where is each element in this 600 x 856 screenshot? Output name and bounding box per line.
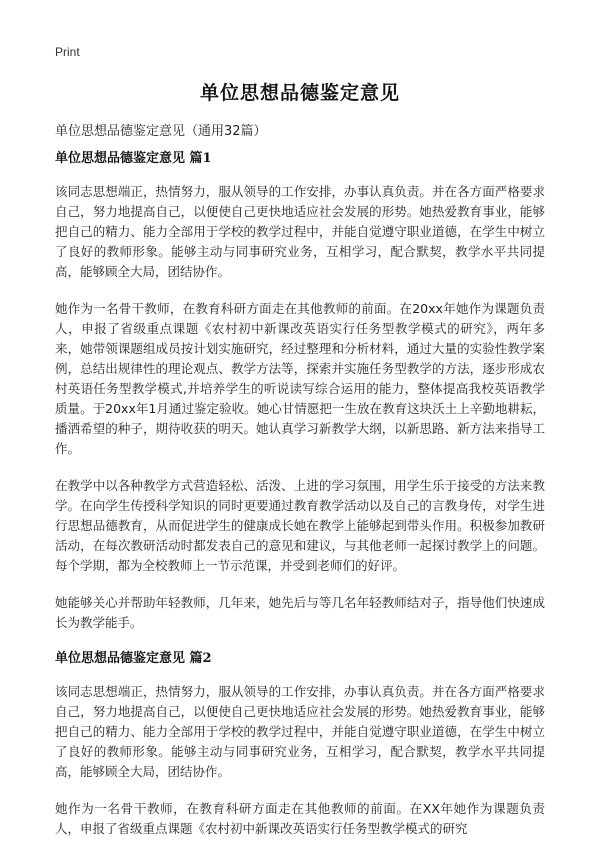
document-subtitle: 单位思想品德鉴定意见（通用32篇） xyxy=(55,124,267,139)
paragraph: 她作为一名骨干教师，在教育科研方面走在其他教师的前面。在20xx年她作为课题负责人，申报了省级重点课题《农村初中新课改英语实行任务型教学模式的研究》，两年多来，她带领课题组成员按计划实施研究，经过整理和分析材料，通过大量的实验性教学案例，总结出规律性的理论观点、教学方法等，探索并实施任务型教学的方法，逐步形成农村英语任务型教学模式,并培养学生的听说读写综合运用的能力，整体提高我校英语教学质量。于20xx年1月通过鉴定验收。她心甘情愿把一生放在教育这块沃土上辛勤地耕耘，播洒希望的种子，期待收获的明天。她认真学习新教学大纲，以新思路、新方法来指导工作。 xyxy=(55,301,545,456)
paragraph: 她作为一名骨干教师，在教育科研方面走在其他教师的前面。在XX年她作为课题负责人，申报了省级重点课题《农村初中新课改英语实行任务型教学模式的研究 xyxy=(55,801,545,836)
page-title: 单位思想品德鉴定意见 xyxy=(199,82,400,104)
paragraph: 在教学中以各种教学方式营造轻松、活泼、上进的学习氛围，用学生乐于接受的方法来教学。在向学生传授科学知识的同时更要通过教育教学活动以及自己的言教身传，对学生进行思想品德教育，从而促进学生的健康成长她在教学上能够起到带头作用。积极参加教研活动，在每次教研活动时都发表自己的意见和建议，与其他老师一起探讨教学上的问题。每个学期，都为全校教师上一节示范课，并受到老师们的好评。 xyxy=(55,478,545,573)
paragraph: 该同志思想端正，热情努力，服从领导的工作安排，办事认真负责。并在各方面严格要求自己，努力地提高自己，以便使自己更快地适应社会发展的形势。她热爱教育事业，能够把自己的精力、能力全部用于学校的教学过程中，并能自觉遵守职业道德，在学生中树立了良好的教师形象。能够主动与同事研究业务，互相学习，配合默契，教学水平共同提高，能够顾全大局，团结协作。 xyxy=(55,684,545,779)
document-body xyxy=(55,150,545,856)
section-heading: 单位思想品德鉴定意见 篇2 xyxy=(55,651,212,666)
paragraph: 她能够关心并帮助年轻教师，几年来，她先后与等几名年轻教师结对子，指导他们快速成长为教学能手。 xyxy=(55,595,545,630)
section-2 xyxy=(55,650,545,839)
print-label[interactable]: Print xyxy=(55,45,80,59)
section-heading: 单位思想品德鉴定意见 篇1 xyxy=(55,151,212,166)
paragraph: 该同志思想端正，热情努力，服从领导的工作安排，办事认真负责。并在各方面严格要求自己，努力地提高自己，以便使自己更快地适应社会发展的形势。她热爱教育事业，能够把自己的精力、能力全部用于学校的教学过程中，并能自觉遵守职业道德，在学生中树立了良好的教师形象。能够主动与同事研究业务，互相学习，配合默契，教学水平共同提高，能够顾全大局，团结协作。 xyxy=(55,184,545,279)
section-1 xyxy=(55,150,545,633)
